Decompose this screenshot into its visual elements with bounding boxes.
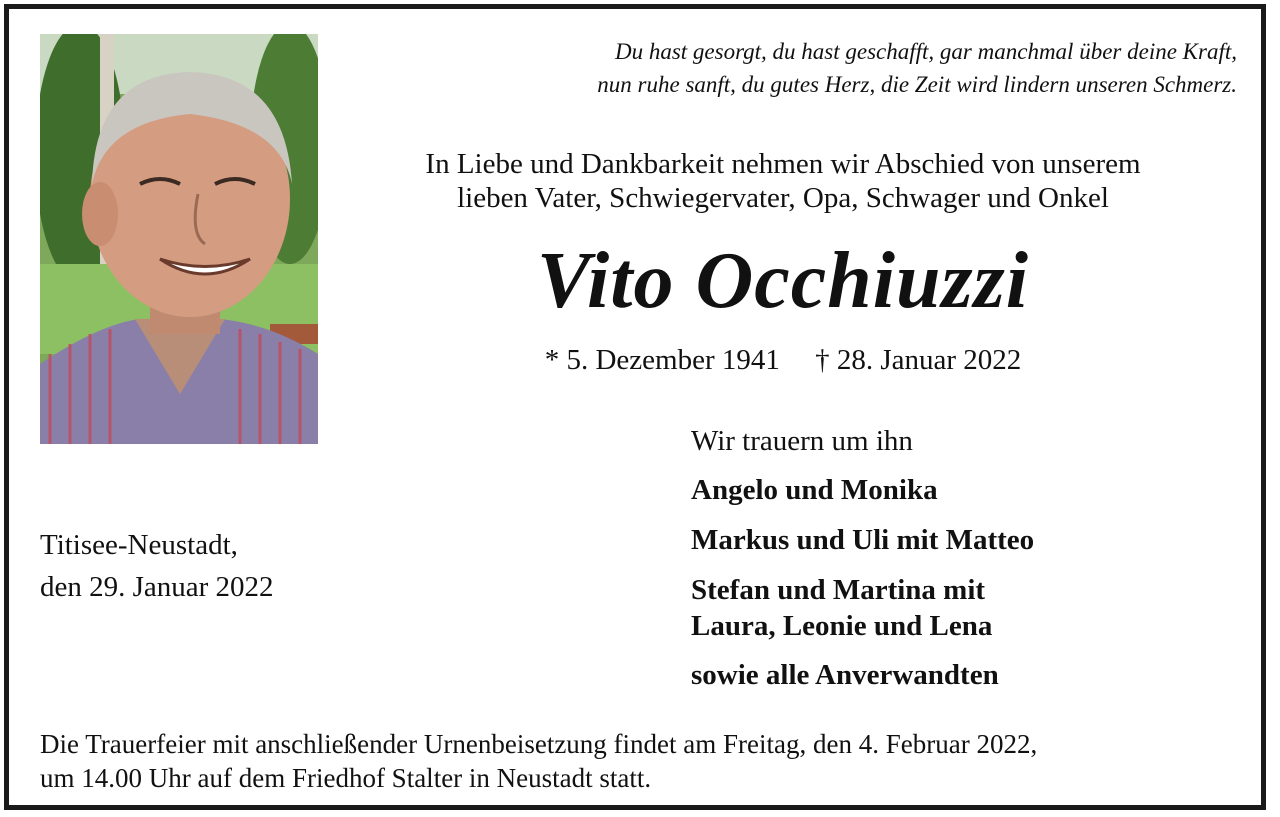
intro-line-1: In Liebe und Dankbarkeit nehmen wir Abschied von unserem <box>425 148 1141 180</box>
place-city: Titisee-Neustadt, <box>40 529 238 561</box>
life-dates <box>329 342 1237 378</box>
place-date: den 29. Januar 2022 <box>40 571 274 603</box>
memorial-poem <box>349 35 1237 101</box>
death-date: † 28. Januar 2022 <box>815 344 1022 376</box>
mourner-family <box>691 572 1251 644</box>
birth-date: * 5. Dezember 1941 <box>544 344 780 376</box>
mourner-line: Stefan und Martina mit <box>691 574 986 606</box>
intro-line-2: lieben Vater, Schwiegervater, Opa, Schwager und Onkel <box>457 182 1109 214</box>
mourners-list <box>691 422 1251 707</box>
mourner-line: sowie alle Anverwandten <box>691 659 999 691</box>
mourner-line: Markus und Uli mit Matteo <box>691 524 1035 556</box>
mourner-family <box>691 657 1251 694</box>
mourner-family <box>691 472 1251 509</box>
footer-line-1: Die Trauerfeier mit anschließender Urnenbeisetzung findet am Freitag, den 4. Februar 2022, <box>40 729 1038 759</box>
deceased-name: Vito Occhiuzzi <box>537 237 1029 325</box>
mourners-lead: Wir trauern um ihn <box>691 425 913 457</box>
funeral-details <box>40 727 1250 795</box>
obituary-notice <box>4 4 1266 810</box>
poem-line-2: nun ruhe sanft, du gutes Herz, die Zeit wird lindern unseren Schmerz. <box>597 72 1237 97</box>
footer-line-2: um 14.00 Uhr auf dem Friedhof Stalter in Neustadt statt. <box>40 763 652 793</box>
mourner-line: Laura, Leonie und Lena <box>691 610 993 642</box>
poem-line-1: Du hast gesorgt, du hast geschafft, gar manchmal über deine Kraft, <box>614 39 1237 64</box>
portrait-photo <box>40 34 318 444</box>
mourner-family <box>691 522 1251 559</box>
portrait-image <box>40 34 318 444</box>
farewell-intro <box>329 147 1237 215</box>
mourner-line: Angelo und Monika <box>691 474 938 506</box>
place-and-date <box>40 524 274 608</box>
